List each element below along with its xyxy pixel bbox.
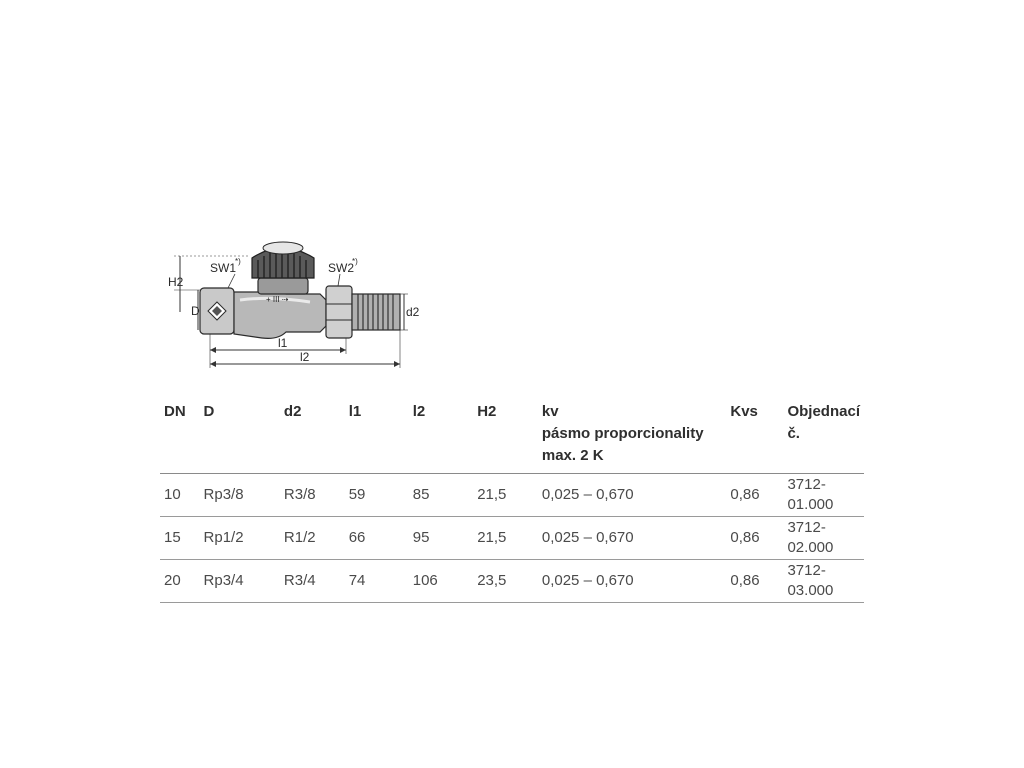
cell-l1: 66 [345, 517, 409, 560]
cell-order: 3712-02.000 [783, 517, 864, 560]
cell-d2: R1/2 [280, 517, 345, 560]
cell-dn: 20 [160, 560, 200, 603]
table-header-row [160, 398, 864, 474]
col-l1: l1 [345, 398, 409, 474]
cell-l2: 95 [409, 517, 473, 560]
sw2-label: SW2 [328, 261, 355, 275]
d2-label: d2 [406, 305, 420, 319]
cell-dn: 15 [160, 517, 200, 560]
cell-h2: 21,5 [473, 517, 538, 560]
cell-d2: R3/4 [280, 560, 345, 603]
cell-kv: 0,025 – 0,670 [538, 517, 727, 560]
col-d: D [200, 398, 280, 474]
cell-d: Rp1/2 [200, 517, 280, 560]
cell-order: 3712-01.000 [783, 474, 864, 517]
cell-kvs: 0,86 [726, 517, 783, 560]
cell-h2: 21,5 [473, 474, 538, 517]
table-row [160, 474, 864, 517]
sw2-note: *) [352, 257, 358, 266]
cell-d: Rp3/8 [200, 474, 280, 517]
cell-kvs: 0,86 [726, 560, 783, 603]
cell-l2: 106 [409, 560, 473, 603]
l2-label: l2 [300, 350, 310, 364]
cell-d: Rp3/4 [200, 560, 280, 603]
table-row [160, 560, 864, 603]
cell-h2: 23,5 [473, 560, 538, 603]
l1-label: l1 [278, 336, 288, 350]
kv-header-line3: max. 2 K [541, 447, 604, 464]
col-dn: DN [160, 398, 200, 474]
cell-l1: 74 [345, 560, 409, 603]
col-order: Objednací č. [783, 398, 864, 474]
cell-d2: R3/8 [280, 474, 345, 517]
col-kvs: Kvs [726, 398, 783, 474]
h2-label: H2 [168, 275, 184, 289]
col-h2: H2 [473, 398, 538, 474]
table-row [160, 517, 864, 560]
cell-l1: 59 [345, 474, 409, 517]
cell-kv: 0,025 – 0,670 [538, 560, 727, 603]
col-kv [538, 398, 727, 474]
spec-table [160, 398, 864, 603]
col-d2: d2 [280, 398, 345, 474]
sw1-label: SW1 [210, 261, 237, 275]
kv-header-line2: pásmo proporcionality [541, 425, 704, 442]
d-label: D [191, 304, 200, 318]
cell-order: 3712-03.000 [783, 560, 864, 603]
valve-dimension-diagram [160, 230, 430, 380]
sw1-note: *) [235, 257, 241, 266]
cell-dn: 10 [160, 474, 200, 517]
valve-drawing [160, 230, 430, 380]
cell-kvs: 0,86 [726, 474, 783, 517]
col-l2: l2 [409, 398, 473, 474]
cell-kv: 0,025 – 0,670 [538, 474, 727, 517]
svg-text:+ III ⇢: + III ⇢ [266, 295, 289, 304]
kv-header-line1: kv [541, 403, 559, 420]
cell-l2: 85 [409, 474, 473, 517]
